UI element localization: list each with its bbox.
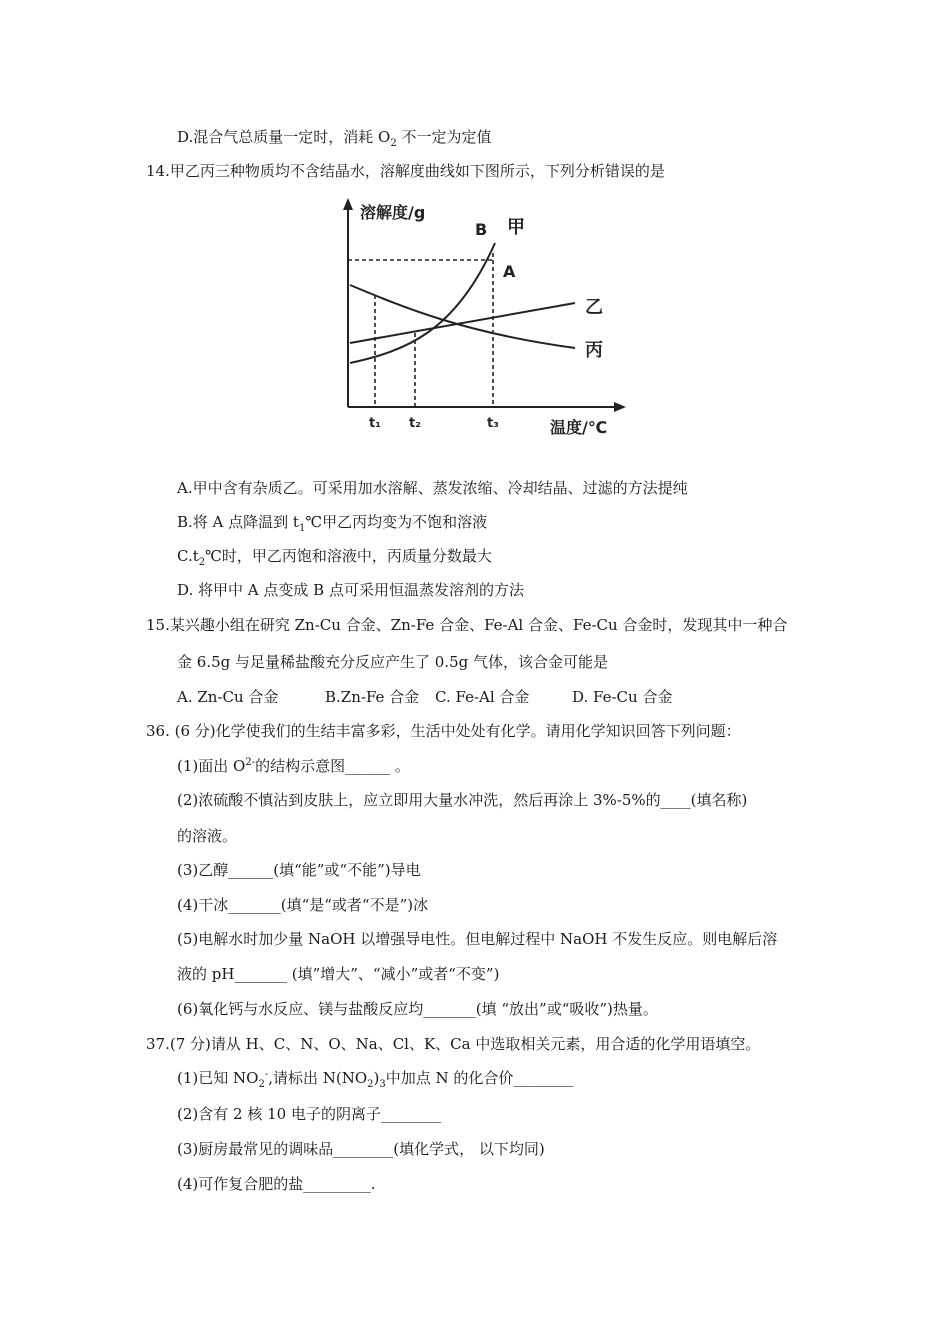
q15-option-c: C. Fe-Al 合金 [435, 688, 530, 706]
curve-yi [350, 303, 575, 343]
q36-part5-line1: (5)电解水时加少量 NaOH 以增强导电性。但电解过程中 NaOH 不发生反应。则电解后溶 [177, 930, 778, 948]
y-axis-arrow [343, 198, 353, 210]
q36-part6: (6)氧化钙与水反应、镁与盐酸反应均_______(填 “放出”或“吸收”)热量。 [177, 1000, 658, 1018]
q15-option-d: D. Fe-Cu 合金 [572, 688, 673, 706]
q15-stem-line2: 金 6.5g 与足量稀盐酸充分反应产生了 0.5g 气体，该合金可能是 [177, 653, 608, 671]
q15-stem-line1: 15.某兴趣小组在研究 Zn-Cu 合金、Zn-Fe 合金、Fe-Al 合金、Fe-Cu 合金时，发现其中一种合 [146, 616, 788, 634]
q13-option-d: D.混合气总质量一定时，消耗 $O_2$ 不一定为定值 [177, 128, 492, 149]
curve-bing [350, 285, 575, 348]
q37-part4: (4)可作复合肥的盐_________. [177, 1175, 376, 1193]
series-label-jia: 甲 [507, 217, 525, 238]
q14-option-d: D. 将甲中 A 点变成 B 点可采用恒温蒸发溶剂的方法 [177, 581, 524, 599]
q36-part4: (4)干冰_______(填“是“或者“不是”)冰 [177, 896, 429, 914]
q36-part1: (1)面出 $O^{2-}$的结构示意图______ 。 [177, 757, 410, 775]
curve-jia [350, 243, 495, 363]
solubility-chart [335, 193, 635, 443]
q15-option-a: A. Zn-Cu 合金 [177, 688, 279, 706]
series-label-yi: 乙 [585, 297, 603, 318]
q37-part1: (1)已知 $NO_2^-$,请标出 $N(NO_2)_3$中加点 N 的化合价________ [177, 1069, 574, 1090]
q36-part3: (3)乙醇______(填“能”或“不能”)导电 [177, 861, 421, 879]
q36-part2-line1: (2)浓硫酸不慎沾到皮肤上，应立即用大量水冲洗，然后再涂上 3%-5%的____(填名称) [177, 791, 748, 809]
q37-part2: (2)含有 2 核 10 电子的阴离子________ [177, 1105, 441, 1123]
q14-option-c: $C.t_2℃$时，甲乙丙饱和溶液中，丙质量分数最大 [177, 547, 492, 568]
tick-t3: t₃ [487, 416, 499, 431]
point-label-a: A [503, 262, 516, 281]
q14-option-a: A.甲中含有杂质乙。可采用加水溶解、蒸发浓缩、冷却结晶、过滤的方法提纯 [177, 479, 688, 497]
q36-stem: 36. (6 分)化学使我们的生结丰富多彩，生活中处处有化学。请用化学知识回答下列问题： [146, 722, 741, 740]
q37-stem: 37.(7 分)请从 H、C、N、O、Na、Cl、K、Ca 中选取相关元素，用合适的化学用语填空。 [146, 1035, 761, 1053]
x-axis-arrow [614, 402, 626, 412]
q15-option-b: B.Zn-Fe 合金 [325, 688, 420, 706]
x-axis-label: 温度/℃ [550, 418, 608, 437]
tick-t1: t₁ [369, 416, 381, 431]
q15-options [177, 687, 672, 707]
q36-part5-line2: 液的 pH_______ (填”增大”、“减小”或者“不变”) [177, 965, 500, 983]
q14-stem: 14.甲乙丙三种物质均不含结晶水，溶解度曲线如下图所示，下列分析错误的是 [146, 162, 665, 180]
q14-option-b: B.将 A 点降温到 $t_1℃$甲乙丙均变为不饱和溶液 [177, 513, 488, 534]
q36-part2-line2: 的溶液。 [177, 827, 238, 845]
tick-t2: t₂ [409, 416, 421, 431]
q37-part3: (3)厨房最常见的调味品________(填化学式， 以下均同) [177, 1140, 545, 1158]
chart-curves [350, 243, 575, 363]
series-label-bing: 丙 [585, 340, 603, 361]
point-label-b: B [475, 220, 488, 239]
y-axis-label: 溶解度/g [360, 203, 426, 222]
